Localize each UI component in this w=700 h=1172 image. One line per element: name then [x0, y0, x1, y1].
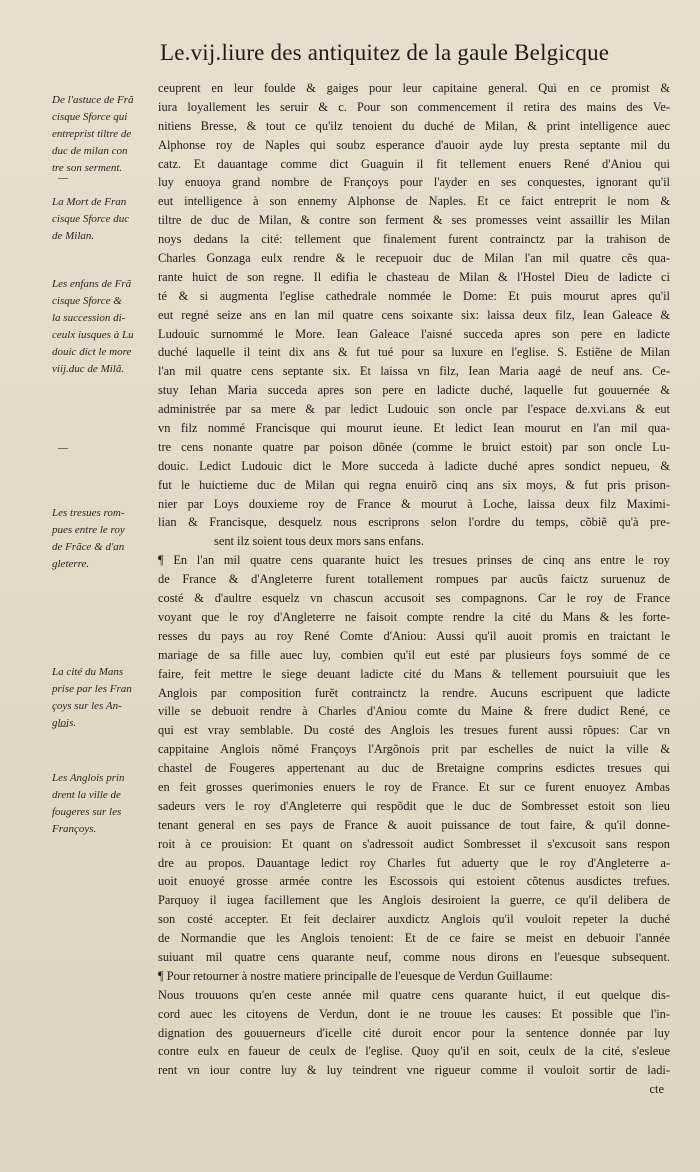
text-line: té & si augmenta l'eglise cathedrale nommée le Dome: Et puis mourut apres qu'il — [158, 288, 670, 303]
margin-note-line: duc de milan con — [52, 145, 128, 157]
text-line: Alphonse roy de Naples qui soubz esperance d'auoir ayde luy presta septante mil du — [158, 137, 670, 152]
text-line: voyant que le roy d'Angleterre ne faisoit compte rendre la cité du Mans & les forte- — [158, 609, 670, 624]
text-line: costé & d'aultre esquelz vn chascun accusoit ses compagnons. Car le roy de France — [158, 591, 670, 606]
margin-note — [52, 505, 156, 573]
margin-note-line: La cité du Mans — [52, 666, 124, 678]
margin-note-line: Françoys. — [52, 823, 97, 835]
catchword: cte — [649, 1082, 664, 1097]
text-line: vn filz nommé Francisque qui mourut ieune. Et ledict Iean mourut en l'an mil qua- — [158, 421, 670, 436]
margin-note-line: De l'astuce de Frã — [52, 94, 134, 106]
margin-note-line: gleterre. — [52, 558, 90, 570]
text-line: suiuant mil quatre cens quarante neuf, comme nous dirons en l'euesque subsequent. — [158, 949, 670, 964]
text-line: eut regné seize ans en lan mil quatre cens soixante six: laissa deux filz, Iean Galeace & — [158, 307, 670, 322]
text-line: cord auec les citoyens de Verdun, dont ie ne trouue les causes: Et possible que l'in- — [158, 1006, 670, 1021]
text-line: son costé accepter. Et feit declairer auxdictz Anglois qu'il vouloit repeter la duché — [158, 912, 670, 927]
text-line: ceuprent en leur foulde & gaiges pour leur capitaine general. Qui en ce promist & — [158, 81, 670, 95]
text-line: sent ilz soient tous deux mors sans enfans. — [214, 534, 424, 549]
margin-note-line: Les Anglois prin — [52, 772, 125, 784]
text-line: nitiens Bresse, & tout ce qu'ilz tenoient du duché de Milan, & print intelligence auec — [158, 118, 670, 133]
margin-note-line: entreprist tiltre de — [52, 128, 132, 140]
text-line: tenant general en ses pays de France & auoit puissance de tout faire, & qu'il donne- — [158, 817, 670, 832]
text-line: tre cens nonante quatre par poison dõnée (comme le bruict estoit) par son oncle Lu- — [158, 439, 670, 454]
margin-note-line: glois. — [52, 717, 77, 729]
text-line: Nous trouuons qu'en ceste année mil quatre cens quarante huict, il eut quelque dis- — [158, 987, 670, 1002]
text-line: sadeurs vers le roy d'Angleterre qui respõdit que le duc de Sombresset estoit son lieu — [158, 798, 670, 813]
text-line: noys dedans la cité: tellement que finalement furent contrainctz par la trahison de — [158, 232, 670, 247]
margin-note — [52, 92, 156, 177]
text-line: tiltre de duc de Milan, & contre son ferment & ses promesses veint assaillir les Milan — [158, 213, 670, 228]
text-line: catz. Et dauantage comme dict Guaguin il fit tellement enuers René d'Aniou qui — [158, 156, 670, 171]
text-line: l'an mil quatre cens septante six. Et laissa vn filz, Iean Maria aagé de neuf ans. Ce- — [158, 364, 670, 379]
margin-note-line: viij.duc de Milã. — [52, 363, 125, 375]
text-line: administrée par sa mere & par ledict Ludouic son oncle par l'espace de.xvi.ans & eut — [158, 402, 670, 417]
text-line: qui est vray semblable. Du costé des Anglois les tresues furent aussi rõpues: Car vn — [158, 723, 670, 738]
margin-note-line: cisque Sforce qui — [52, 111, 128, 123]
text-line: uoit enuoyé grosse armée contre les Escossois qui estoient cõtenus ausdictes trefues. — [158, 874, 670, 889]
text-line: mariage de sa fille auec luy, combien qu'il eut esté par plusieurs foys sommé de ce — [158, 647, 670, 662]
margin-note-line: fougeres sur les — [52, 806, 122, 818]
margin-note-line: de Frãce & d'an — [52, 541, 125, 553]
text-line: douic. Ledict Ludouic dict le More succeda à ladicte duché apres sondict nepueu, & — [158, 458, 670, 473]
text-line: lian & Francisque, desquelz nous escriprons selon l'ordre du temps, cõbiẽ qu'à pre- — [158, 515, 670, 530]
margin-note-line: cisque Sforce duc — [52, 213, 130, 225]
margin-mark — [58, 448, 68, 449]
text-line: Anglois par composition furẽt contrainctz la rendre. Aucuns escripuent que ladicte — [158, 685, 670, 700]
margin-notes — [0, 0, 160, 1172]
margin-note — [52, 770, 156, 838]
text-line: chastel de Fougeres appertenant au duc de Bretaigne comprins esdictes tresues qui — [158, 761, 670, 776]
text-line: luy enuoya grand nombre de Françoys pour l'ayder en ses conquestes, ignorant qu'il — [158, 175, 670, 190]
margin-note-line: cisque Sforce & — [52, 295, 122, 307]
margin-note-line: tre son serment. — [52, 162, 123, 174]
text-line: dre au propos. Dauantage ledict roy Charles fut aduerty que le roy d'Angleterre a- — [158, 855, 670, 870]
margin-note — [52, 664, 156, 732]
margin-mark — [58, 726, 68, 727]
margin-mark — [58, 178, 68, 179]
margin-note-line: prise par les Fran — [52, 683, 132, 695]
text-line: faire, feit mettre le siege deuant ladicte cité du Mans & tellement poursuiuit que les — [158, 666, 670, 681]
text-line: Ludouic surnommé le More. Iean Galeace l'aisné succeda apres son pere en ladicte — [158, 326, 670, 341]
text-line: stuy Iehan Maria succeda apres son pere en ladicte duché, laquelle fut gouuernée & — [158, 383, 670, 398]
text-line: contre eulx en faueur de ceulx de l'eglise. Quoy qu'il en soit, ceulx de la cité, s'esleue — [158, 1044, 670, 1059]
text-line: resses du pays au roy René Comte d'Aniou: Aussi qu'il auoit promis en traictant le — [158, 628, 670, 643]
text-line: cappitaine Anglois nõmé Françoys l'Argõnois prit par eschelles de nuict la ville & — [158, 742, 670, 757]
text-line: ¶ Pour retourner à nostre matiere principalle de l'euesque de Verdun Guillaume: — [158, 968, 553, 983]
margin-note-line: çoys sur les An- — [52, 700, 122, 712]
text-line: de France & d'Angleterre furent totallement rompues par aucũs faictz suruenuz de — [158, 572, 670, 587]
text-line: de Normandie que les Anglois tenoient: Et de ce faire se meist en debuoir l'année — [158, 931, 670, 946]
text-line: Parquoy il iugea facillement que les Anglois desiroient la guerre, ce qu'il delibera de — [158, 893, 670, 908]
text-line: eut intelligence à son ennemy Alphonse de Naples. Et ce faict entreprit le nom & — [158, 194, 670, 209]
text-line: fut le huictieme duc de Milan qui regna enuirõ cinq ans six moys, & fut pris prison- — [158, 477, 670, 492]
text-line: en feit grosses querimonies enuers le roy de France. Et sur ce furent enuoyez Ambas — [158, 779, 670, 794]
margin-note-line: pues entre le roy — [52, 524, 125, 536]
margin-note-line: Les tresues rom- — [52, 507, 125, 519]
text-line: duché laquelle il teint dix ans & fut tué pour sa luxure en l'eglise. S. Estiẽne de Milan — [158, 345, 670, 360]
body-text — [158, 79, 670, 1099]
margin-note-line: ceulx iusques à Lu — [52, 329, 134, 341]
text-line: ¶ En l'an mil quatre cens quarante huict les tresues prinses de cinq ans entre le roy — [158, 553, 670, 568]
margin-note-line: de Milan. — [52, 230, 95, 242]
margin-note-line: La Mort de Fran — [52, 196, 127, 208]
margin-note — [52, 276, 156, 378]
margin-note-line: Les enfans de Frã — [52, 278, 132, 290]
text-line: dignation des gouuerneurs d'icelle cité duroit encor pour la sentence donnée par luy — [158, 1025, 670, 1040]
margin-note — [52, 194, 156, 245]
text-line: iura loyallement les seruir & c. Pour son commencement il retira des mains des Ve- — [158, 99, 670, 114]
text-line: nier par Loys douxieme roy de France & mourut à Loche, laissa deux filz Maximi- — [158, 496, 670, 511]
margin-note-line: douic dict le more — [52, 346, 132, 358]
text-line: rent vn iour contre luy & luy teindrent vne rigueur comme il vouloit sortir de ladi- — [158, 1063, 670, 1078]
margin-note-line: la succession di- — [52, 312, 126, 324]
margin-note-line: drent la ville de — [52, 789, 121, 801]
text-line: Charles Gonzaga eulx rendre & le recepuoir duc de Milan l'an mil quatre cẽs qua- — [158, 251, 670, 266]
text-line: ville se debuoit rendre à Charles d'Aniou comte du Maine & frere dudict René, ce — [158, 704, 670, 719]
text-line: rante huict de son regne. Il edifia le chasteau de Milan & l'Hostel Dieu de ladicte ci — [158, 269, 670, 284]
text-line: roit à ce prouision: Et quant on s'adressoit audict Sombresset il s'excusoit sans respon — [158, 836, 670, 851]
running-header: Le.vij.liure des antiquitez de la gaule Belgicque — [160, 40, 610, 65]
